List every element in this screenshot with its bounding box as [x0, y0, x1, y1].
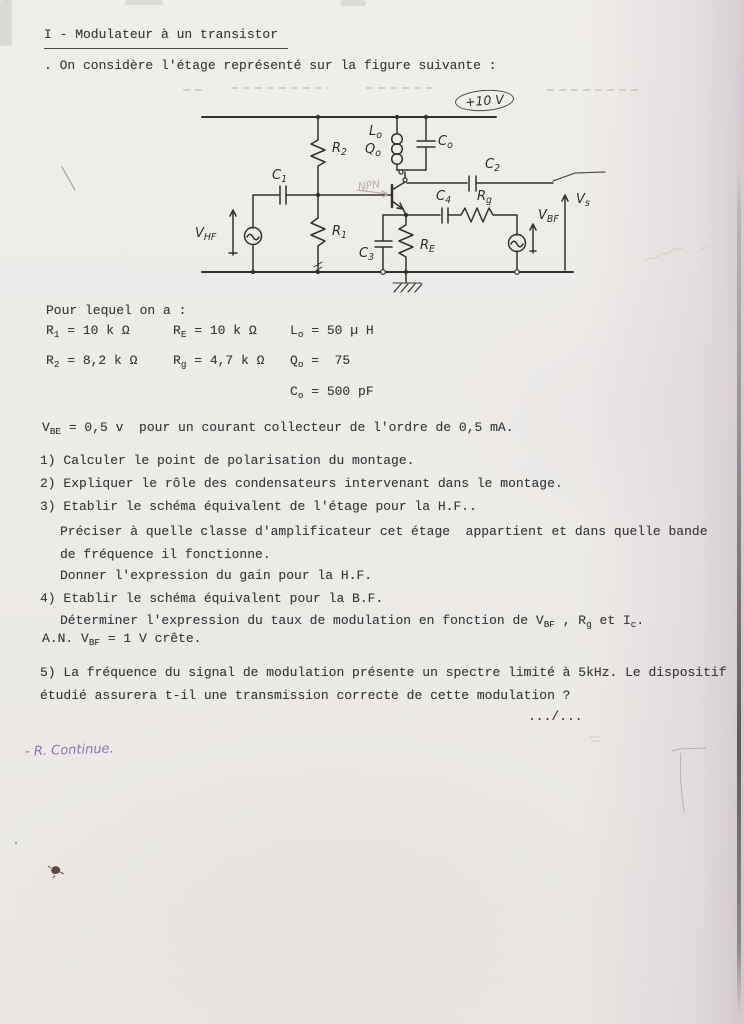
pencil-stroke [62, 167, 75, 190]
circuit-label-re: $R_E$ [420, 238, 435, 256]
question-line-3c: Donner l'expression du gain pour la H.F. [60, 568, 373, 583]
circuit-label-c3: $C_3$ [359, 246, 375, 264]
given-value-re: $R_E = 10$ k Ω [173, 323, 257, 341]
question-line-3: 3) Etablir le schéma équivalent de l'étage pour la H.F.. [40, 499, 477, 514]
given-value-co: $C_o = 500$ pF [290, 384, 374, 402]
capacitor-c3 [375, 215, 392, 270]
question-line-4b: A.N. $V_{BF} = 1$ V crête. [42, 631, 202, 649]
page-title: I - Modulateur à un transistor [44, 26, 288, 49]
intro-line: . On considère l'étage représenté sur la figure suivante : [44, 58, 497, 73]
circuit-label-c2: $C_2$ [485, 157, 501, 175]
resistor-rg [448, 208, 517, 235]
circuit-label-vs: $V_s$ [576, 192, 590, 210]
capacitor-c1 [280, 186, 286, 204]
circuit-label-r1: $R_1$ [332, 224, 347, 242]
question-line-5b: étudié assurera t-il une transmission correcte de cette modulation ? [40, 688, 571, 703]
question-line-3a: Préciser à quelle classe d'amplificateur cet étage appartient et dans quelle bande [60, 524, 708, 539]
circuit-label-c1: $C_1$ [272, 168, 288, 186]
capacitor-c4 [442, 208, 448, 223]
tank-circuit [392, 117, 435, 170]
capacitor-co [417, 117, 435, 170]
given-value-r2: $R_2 = 8,2$ k Ω [46, 353, 138, 371]
vbe-condition-line: $V_{BE} = 0,5$ v pour un courant collecteur de l'ordre de 0,5 mA. [42, 420, 514, 438]
circuit-label-qo: $Q_o$ [365, 142, 381, 160]
given-value-r1: $R_1 = 10$ k Ω [46, 323, 130, 341]
faint-mark [590, 737, 600, 741]
circuit-label-lo: $L_o$ [369, 124, 382, 142]
given-value-qo: $Q_o = 75$ [290, 353, 351, 371]
pencil-bracket [672, 748, 706, 812]
question-line-4: 4) Etablir le schéma équivalent pour la B.F. [40, 591, 384, 606]
resistor-r1 [311, 195, 325, 272]
scan-artifacts [183, 88, 640, 90]
ghost-scribble [645, 247, 708, 262]
continuation-mark: .../... [528, 709, 583, 724]
top-smudge [125, 0, 163, 5]
corner-smudge [0, 0, 12, 46]
question-line-3b: de fréquence il fonctionne. [60, 547, 271, 562]
given-value-lo: $L_o = 50$ µ H [290, 323, 374, 341]
vs-arrow [562, 195, 568, 270]
resistor-r2 [311, 117, 325, 195]
question-line-1: 1) Calculer le point de polarisation du montage. [40, 453, 415, 468]
handwritten-note: - R. Continue. [24, 741, 114, 760]
circuit-wires [202, 117, 605, 292]
resistor-re [399, 215, 413, 272]
vhf-arrow [229, 210, 237, 255]
top-smudge-2 [340, 0, 366, 6]
circuit-label-c4: $C_4$ [436, 189, 452, 207]
ink-blot [15, 842, 64, 878]
given-value-rg: $R_g = 4,7$ k Ω [173, 353, 265, 371]
circuit-label-rg: $R_g$ [477, 189, 492, 207]
given-heading: Pour lequel on a : [46, 303, 187, 318]
circuit-label-r2: $R_2$ [332, 141, 347, 159]
circuit-label-supply: +10 V [454, 88, 514, 113]
question-line-2: 2) Expliquer le rôle des condensateurs intervenant dans le montage. [40, 476, 563, 491]
circuit-label-npn: NPN [357, 178, 381, 194]
vbf-arrow [530, 224, 536, 253]
page-edge-shadow [737, 165, 741, 1015]
circuit-label-co: $C_o$ [438, 134, 453, 152]
circuit-label-vbf: $V_{BF}$ [538, 208, 559, 226]
open-junctions [381, 170, 520, 274]
circuit-label-vhf: $V_{HF}$ [195, 226, 217, 244]
ground-symbol [393, 272, 422, 292]
question-line-5: 5) La fréquence du signal de modulation présente un spectre limité à 5kHz. Le dispositif [40, 665, 727, 680]
question-line-4a: Déterminer l'expression du taux de modulation en fonction de $V_{BF}$ , $R_g$ et $I_c$. [60, 613, 645, 631]
